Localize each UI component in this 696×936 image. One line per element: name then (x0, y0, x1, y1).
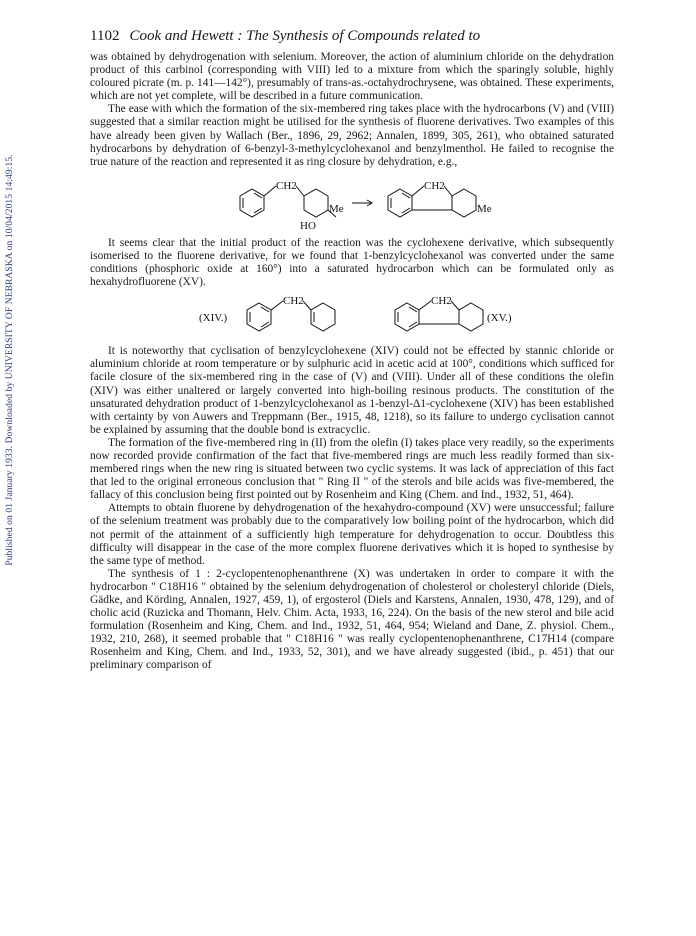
paragraph: It seems clear that the initial product of the reaction was the cyclohexene derivative, which subsequently isomerised to the fluorene derivative, for we found that 1-benzylcyclohexanol was converted under the same conditions (phosphoric oxide at 160°) into a saturated hydrocarbon which can be formulated only as hexahydrofluorene (XV). (90, 236, 614, 289)
running-header (90, 28, 614, 45)
page-number: 1102 (90, 28, 120, 44)
paragraph: was obtained by dehydrogenation with selenium. Moreover, the action of aluminium chloride on the dehydration product of this carbinol (corresponding with VIII) led to a mixture from which the sparingly soluble, highly coloured picrate (m. p. 141—142°), presumably of trans-as.-octahydrochrysene, was obtained. These experiments, which are not yet complete, will be described in a future communication. (90, 51, 614, 103)
benzene-ring (388, 189, 412, 217)
benzene-ring (247, 303, 271, 331)
cyclohexane-ring (304, 189, 328, 217)
cyclohexene-ring (311, 303, 335, 331)
paragraph: Attempts to obtain fluorene by dehydrogenation of the hexahydro-compound (XV) were unsuccessful; failure of the selenium treatment was probably due to the comparatively low boiling point of the hydrocarbon, which did not permit of the attainment of a sufficiently high temperature for dehydrogenation to occur. Doubtless this difficulty will disappear in the case of the more complex fluorene derivatives which it is hoped to synthesise by the same type of method. (90, 502, 614, 567)
structure-scheme-2 (187, 291, 517, 341)
page-body (90, 28, 614, 673)
ho-label: HO (300, 219, 316, 232)
ch2-label: CH2 (431, 295, 452, 308)
ch2-label: CH2 (283, 295, 304, 308)
ch2-label: CH2 (276, 179, 297, 192)
paragraph: It is noteworthy that cyclisation of benzylcyclohexene (XIV) could not be effected by stannic chloride or aluminium chloride at room temperature or by sulphuric acid in acetic acid at 100°, conditions which sufficed for facile closure of the six-membered ring in the case of (V) and (VIII). Under all of these conditions the olefin (XIV) was either unaltered or largely converted into high-boiling resinous products. The constitution of the unsaturated dehydration product of 1-benzylcyclohexanol as 1-benzyl-Δ1-cyclohexene (XIV) has been established with certainty by von Auwers and Treppmann (Ber., 1915, 48, 1218), so its failure to undergo cyclisation cannot be explained by assuming that the double bond is extracyclic. (90, 345, 614, 436)
me-label: Me (329, 202, 344, 215)
benzene-ring (395, 303, 419, 331)
paragraph: The ease with which the formation of the six-membered ring takes place with the hydrocarbons (V) and (VIII) suggested that a similar reaction might be utilised for the synthesis of fluorene derivatives. Two examples of this have already been given by Wallach (Ber., 1896, 29, 2962; Annalen, 1899, 305, 261), who obtained saturated hydrocarbons by dehydration of 6-benzyl-3-methylcyclohexanol and benzylmenthol. He failed to recognise the true nature of the reaction and represented it as ring closure by dehydration, e.g., (90, 103, 614, 168)
paragraph: The synthesis of 1 : 2-cyclopentenophenanthrene (X) was undertaken in order to compare it with the hydrocarbon " C18H16 " obtained by the selenium dehydrogenation of cholesterol or cholesteryl chloride (Diels, Gädke, and Körding, Annalen, 1927, 459, 1), of ergosterol (Diels and Karstens, Annalen, 1930, 478, 129), and of cholic acid (Ruzicka and Thomann, Helv. Chim. Acta, 1933, 16, 224). On the basis of the new sterol and bile acid formulation (Rosenheim and King, Chem. and Ind., 1932, 51, 464, 954; Wieland and Dane, Z. physiol. Chem., 1932, 210, 268), it seemed probable that " C18H16 " was really cyclopentenophenanthrene, C17H14 (compare Rosenheim and King, Chem. and Ind., 1933, 52, 301), and we have already suggested (ibid., p. 451) that our preliminary comparison of (90, 567, 614, 672)
cyclohexane-ring (452, 189, 476, 217)
benzene-ring (240, 189, 264, 217)
ch2-label: CH2 (424, 179, 445, 192)
download-notice: Published on 01 January 1933. Downloaded by UNIVERSITY OF NEBRASKA on 10/04/2015 14:49:15. (5, 154, 15, 566)
paragraph: The formation of the five-membered ring in (II) from the olefin (I) takes place very readily, so the experiments now recorded provide confirmation of the fact that five-membered rings are much less readily formed than six-membered rings when the new ring is situated between two cyclic systems. It was lack of appreciation of this fact that led to the original erroneous conclusion that " Ring II " of the sterols and bile acids was five-membered, the fallacy of this conclusion being first pointed out by Rosenheim and King (Chem. and Ind., 1932, 51, 464). (90, 436, 614, 502)
running-title: Cook and Hewett : The Synthesis of Compounds related to (129, 28, 481, 44)
me-label: Me (477, 202, 492, 215)
reaction-scheme-1 (212, 171, 492, 233)
label-xiv: (XIV.) (199, 312, 228, 325)
cyclohexane-ring (459, 303, 483, 331)
label-xv: (XV.) (487, 312, 512, 325)
